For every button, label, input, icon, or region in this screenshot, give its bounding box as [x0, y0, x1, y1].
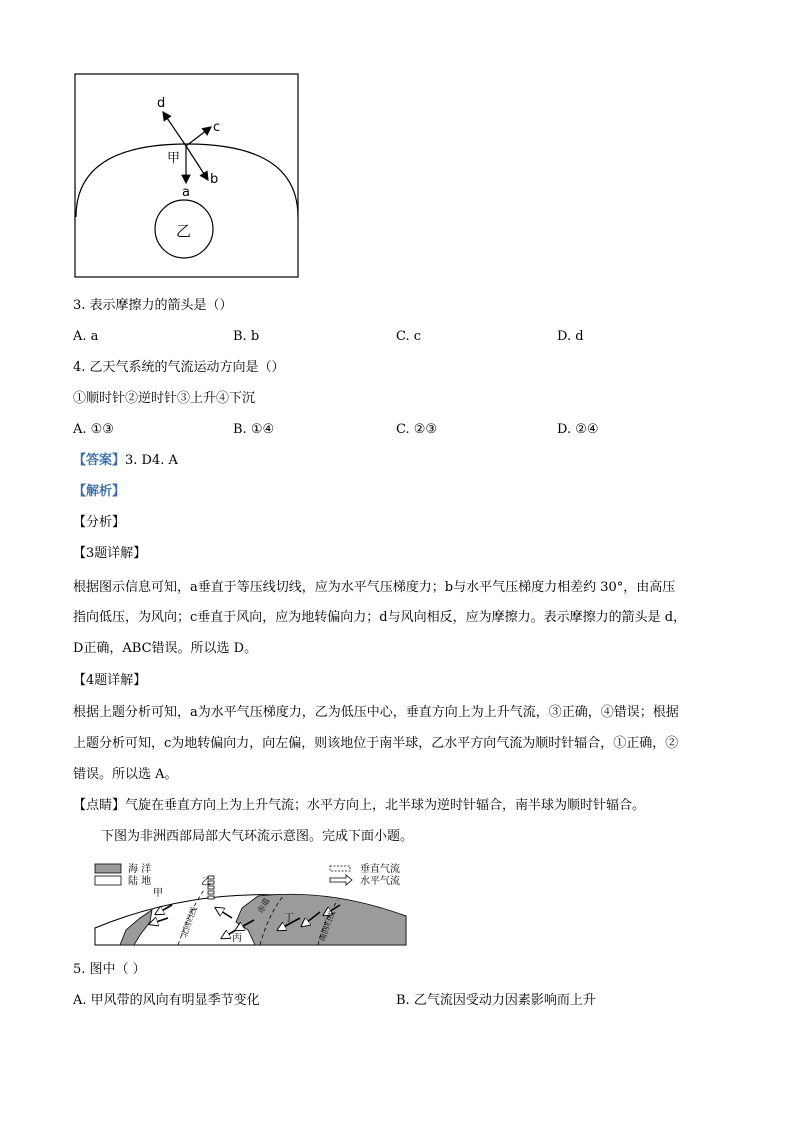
legend-horizontal-label: 水平气流: [360, 876, 400, 887]
label-equator: 赤道: [255, 896, 272, 915]
q4-sub: ①顺时针②逆时针③上升④下沉: [73, 391, 256, 406]
label-b: b: [210, 172, 219, 187]
q3-stem: 3. 表示摩擦力的箭头是（）: [73, 298, 233, 313]
analysis-tag: 【解析】: [73, 484, 126, 499]
label-ding: 丁: [284, 913, 294, 924]
detail4-line-1: 根据上题分析可知，a为水平气压梯度力，乙为低压中心，垂直方向上为上升气流，③正确，④错误；根据: [73, 705, 679, 720]
label-south-tropic: 南回归线: [317, 909, 337, 943]
detail4-tag: 【4题详解】: [73, 673, 147, 688]
q3-option-d: D. d: [557, 329, 584, 344]
label-bing: 丙: [232, 933, 242, 944]
legend-horizontal-icon: [330, 875, 352, 885]
dianjing-tag: 【点睛】: [73, 798, 126, 813]
legend-vertical-icon: [330, 866, 350, 871]
fenxi-tag: 【分析】: [73, 515, 126, 530]
label-yi: 乙: [176, 222, 192, 240]
q3-option-a: A. a: [73, 329, 99, 344]
q5-option-a: A. 甲风带的风向有明显季节变化: [73, 993, 260, 1008]
q4-option-c: C. ②③: [396, 422, 438, 437]
q5-stem: 5. 图中（ ）: [73, 962, 146, 977]
label-yi-2: 乙: [201, 877, 211, 888]
answer-tag: 【答案】: [73, 453, 126, 468]
detail3-line-3: D正确，ABC错误。所以选 D。: [73, 641, 258, 656]
detail4-line-3: 错误。所以选 A。: [73, 767, 178, 782]
q3-option-c: C. c: [396, 329, 422, 344]
q4-stem: 4. 乙天气系统的气流运动方向是（）: [73, 360, 285, 375]
legend-vertical-label: 垂直气流: [360, 864, 400, 875]
label-north-tropic: 北回归线: [179, 905, 199, 939]
label-a: a: [182, 185, 190, 200]
dianjing-text: 气旋在垂直方向上为上升气流；水平方向上，北半球为逆时针辐合，南半球为顺时针辐合。: [125, 798, 646, 813]
detail4-line-2: 上题分析可知，c为地转偏向力，向左偏，则该地位于南半球，乙水平方向气流为顺时针辐合，①正确，②: [73, 736, 679, 751]
answer-text: 3. D4. A: [125, 453, 178, 468]
q5-option-b: B. 乙气流因受动力因素影响而上升: [396, 993, 596, 1008]
label-jia-2: 甲: [153, 888, 163, 899]
label-jia: 甲: [167, 151, 181, 166]
q3-option-b: B. b: [233, 329, 260, 344]
label-c: c: [213, 120, 221, 135]
detail3-line-2: 指向低压，为风向；c垂直于风向，应为地转偏向力；d与风向相反，应为摩擦力。表示摩擦力的箭头是 d，: [73, 610, 687, 625]
q4-option-b: B. ①④: [233, 422, 275, 437]
legend-ocean-label: 海 洋: [128, 864, 152, 875]
detail3-tag: 【3题详解】: [73, 546, 147, 561]
label-d: d: [157, 96, 166, 111]
legend-land-swatch: [95, 876, 121, 885]
q4-option-d: D. ②④: [557, 422, 599, 437]
detail3-line-1: 根据图示信息可知，a垂直于等压线切线，应为水平气压梯度力；b与水平气压梯度力相差约 30°，由高压: [73, 580, 676, 595]
legend-land-label: 陆 地: [128, 876, 152, 887]
q4-option-a: A. ①③: [73, 422, 114, 437]
legend-ocean-swatch: [95, 864, 121, 873]
intro-text: 下图为非洲西部局部大气环流示意图。完成下面小题。: [101, 829, 414, 844]
